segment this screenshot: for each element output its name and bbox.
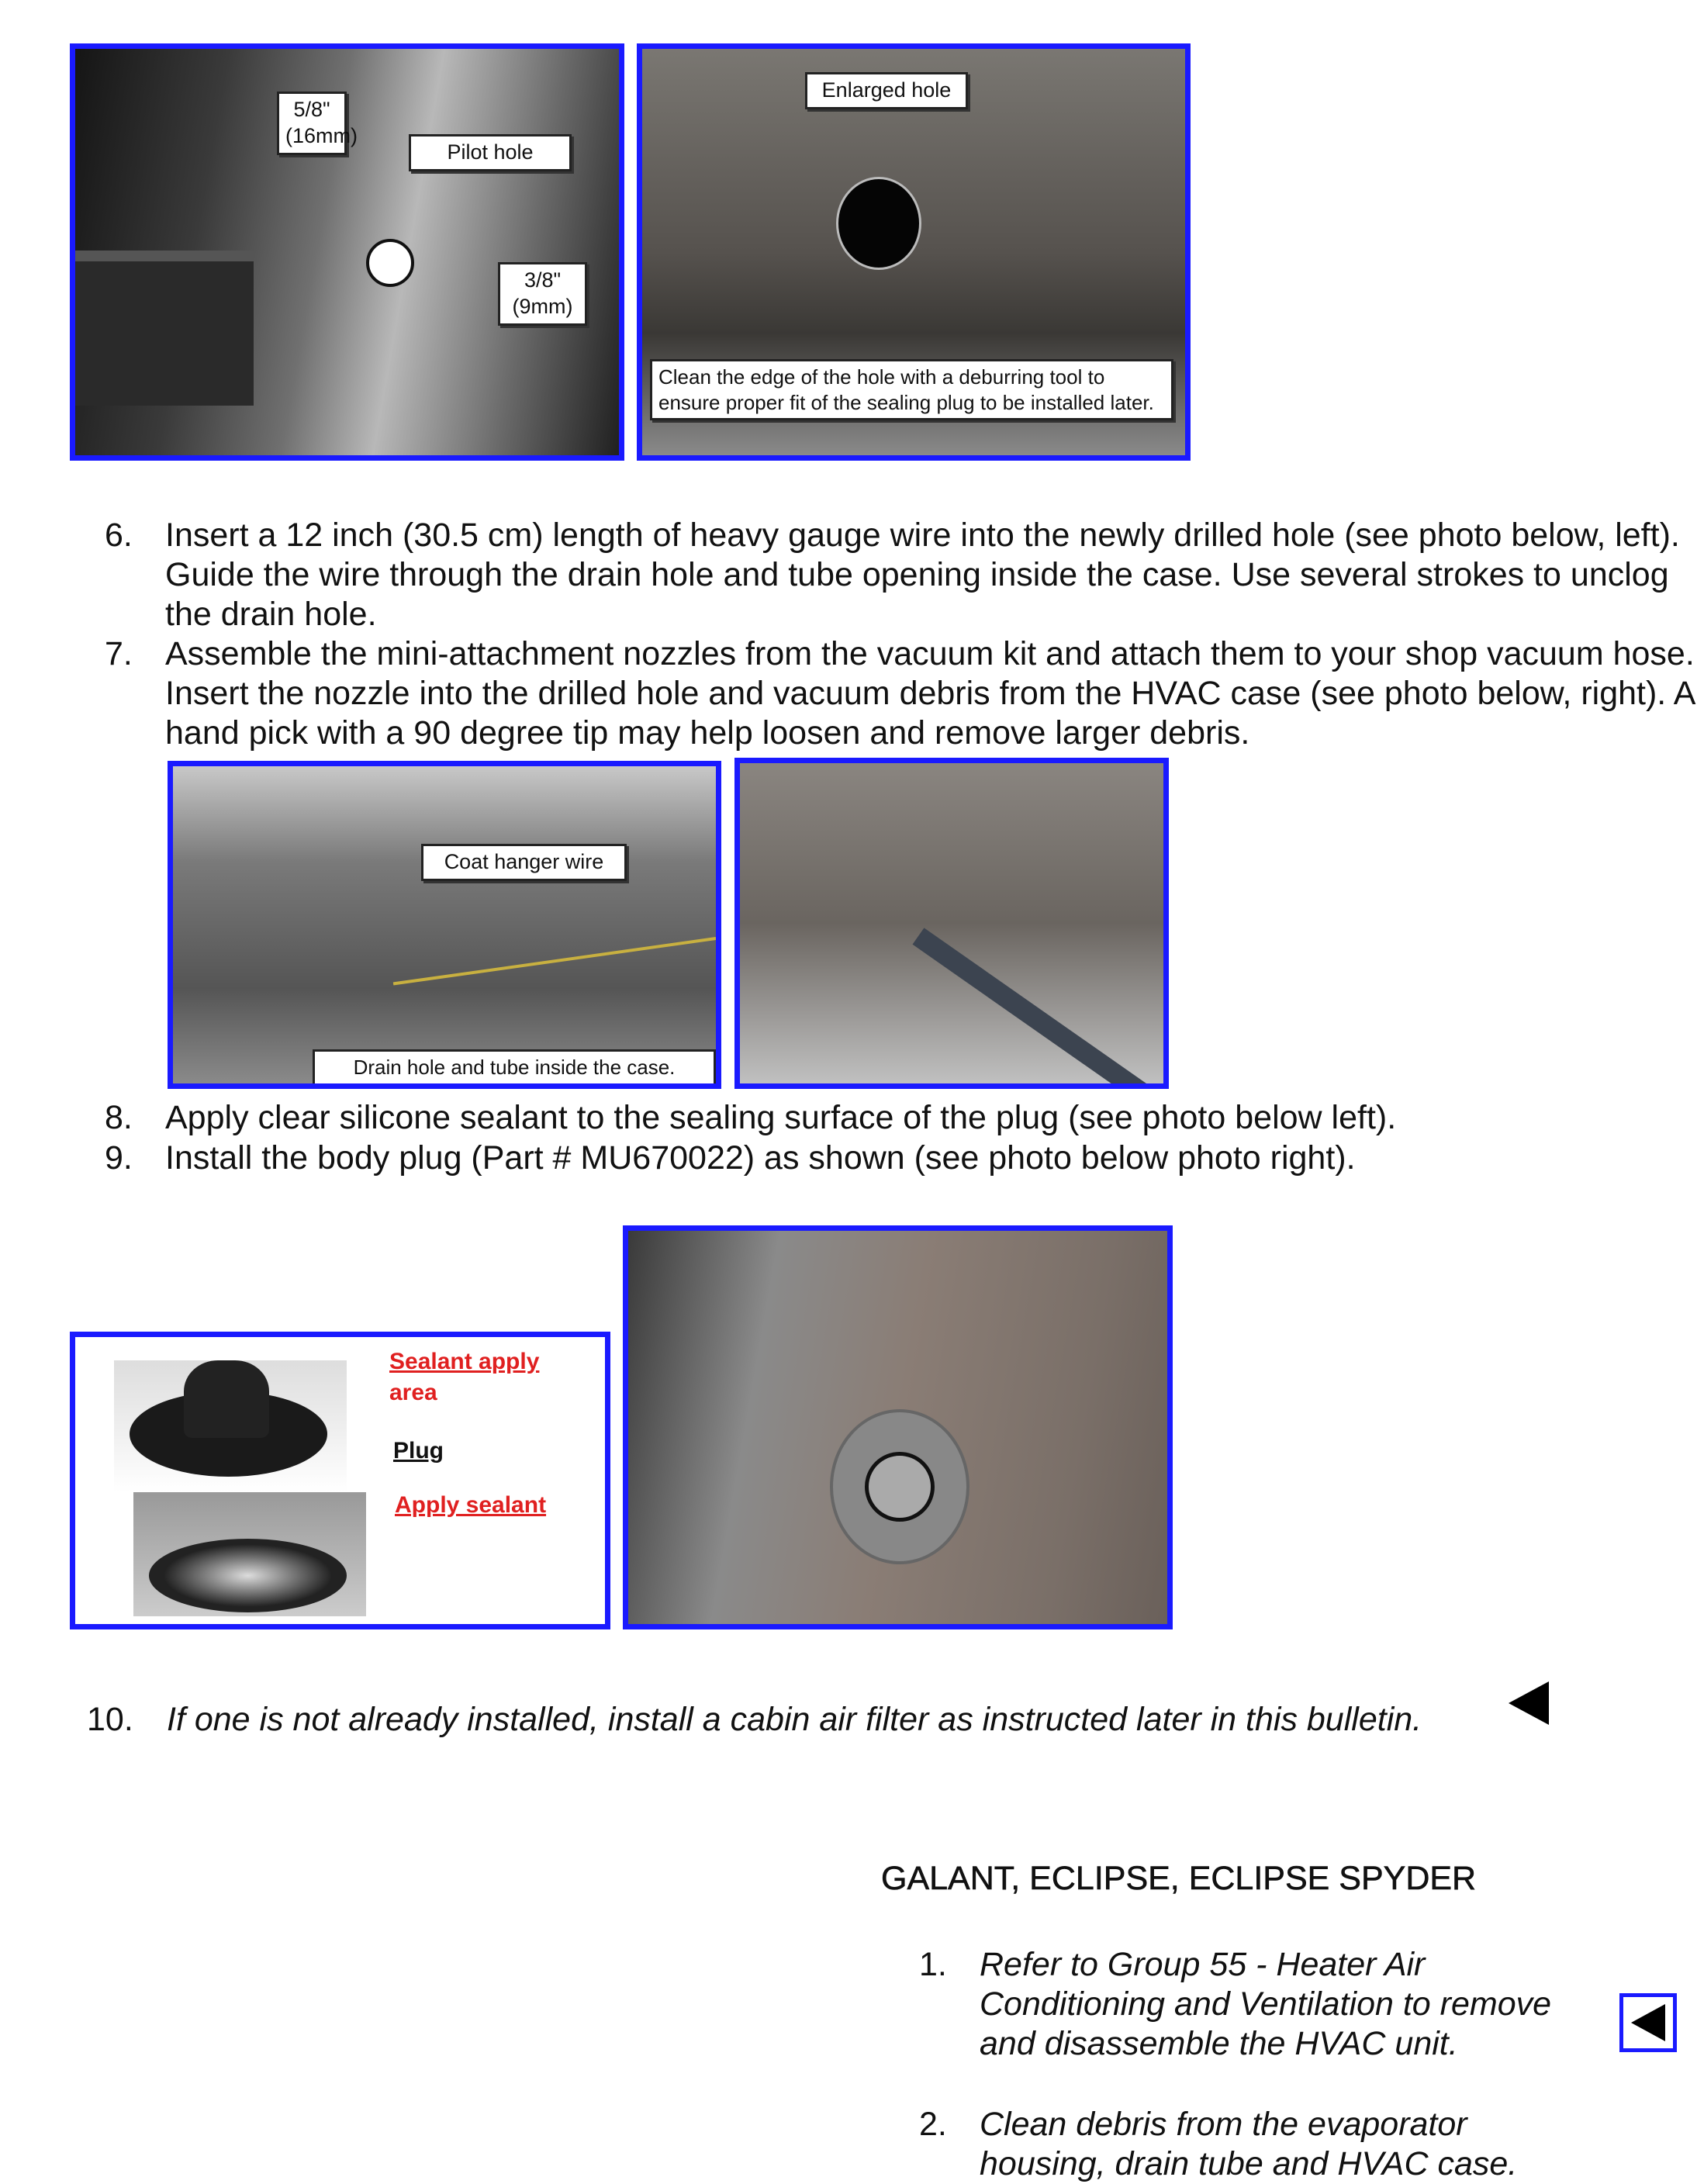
step-text: Insert a 12 inch (30.5 cm) length of heavy gauge wire into the newly drilled hole (see photo below, left). Guide the wire through the drain hole and tube opening inside the case. Use several strokes to unclog the drain hole. xyxy=(165,517,1680,633)
coat-hanger-wire-label: Coat hanger wire xyxy=(421,844,627,881)
step-text: Apply clear silicone sealant to the sealing surface of the plug (see photo below left). xyxy=(165,1099,1397,1136)
coat-hanger-wire-photo xyxy=(168,761,721,1089)
step-number: 7. xyxy=(105,635,133,672)
back-arrow-icon xyxy=(1631,2004,1665,2041)
label-text: (9mm) xyxy=(512,294,573,318)
enlarged-hole-photo xyxy=(637,43,1191,461)
revision-marker-icon xyxy=(1509,1681,1549,1725)
pilot-hole-label: Pilot hole xyxy=(409,134,572,171)
label-text: 5/8" xyxy=(293,98,330,121)
hole xyxy=(836,177,921,270)
sealant-area-label-2: area xyxy=(389,1380,437,1405)
vacuum-nozzle-photo xyxy=(734,758,1169,1089)
item-number: 1. xyxy=(919,1946,947,1983)
step-number: 9. xyxy=(105,1139,133,1177)
step-text: If one is not already installed, install a cabin air filter as instructed later in this bulletin. xyxy=(167,1701,1422,1738)
sealant-area-label xyxy=(389,1349,539,1375)
step-number: 8. xyxy=(105,1099,133,1136)
section-heading: GALANT, ECLIPSE, ECLIPSE SPYDER xyxy=(881,1860,1477,1897)
plug-sealant-diagram xyxy=(70,1332,610,1629)
step-text: Install the body plug (Part # MU670022) as shown (see photo below photo right). xyxy=(165,1139,1356,1177)
step-number: 10. xyxy=(87,1701,133,1738)
item-text: Refer to Group 55 - Heater Air Conditioning and Ventilation to remove and disassemble the HVAC unit. xyxy=(980,1946,1552,2062)
item-text: Clean debris from the evaporator housing, drain tube and HVAC case. xyxy=(980,2106,1518,2182)
back-link-button[interactable] xyxy=(1619,1993,1677,2052)
dimension-label-9mm xyxy=(498,262,587,326)
drain-hole-caption: Drain hole and tube inside the case. xyxy=(313,1049,716,1086)
step-number: 6. xyxy=(105,517,133,554)
plug-label: Plug xyxy=(393,1438,444,1463)
enlarged-hole-label: Enlarged hole xyxy=(805,72,968,109)
label-text: Sealant apply xyxy=(389,1349,540,1374)
sealed-plug-image xyxy=(149,1539,347,1612)
deburring-caption: Clean the edge of the hole with a deburring tool to ensure proper fit of the sealing plug to be installed later. xyxy=(650,359,1173,420)
label-text: (16mm) xyxy=(285,123,358,147)
apply-sealant-label: Apply sealant xyxy=(395,1492,547,1518)
label-text: 3/8" xyxy=(524,268,562,292)
pilot-hole-photo xyxy=(70,43,624,461)
item-number: 2. xyxy=(919,2106,947,2143)
step-text: Assemble the mini-attachment nozzles from the vacuum kit and attach them to your shop vacuum hose. Insert the nozzle into the drilled hole and vacuum debris from the HVAC case (see photo below, right). A hand pick with a 90 degree tip may help loosen and remove larger debris. xyxy=(165,635,1695,752)
pilot-hole-marker-icon xyxy=(366,239,414,287)
dimension-label-16mm xyxy=(277,92,358,155)
installed-plug-photo xyxy=(623,1225,1173,1629)
